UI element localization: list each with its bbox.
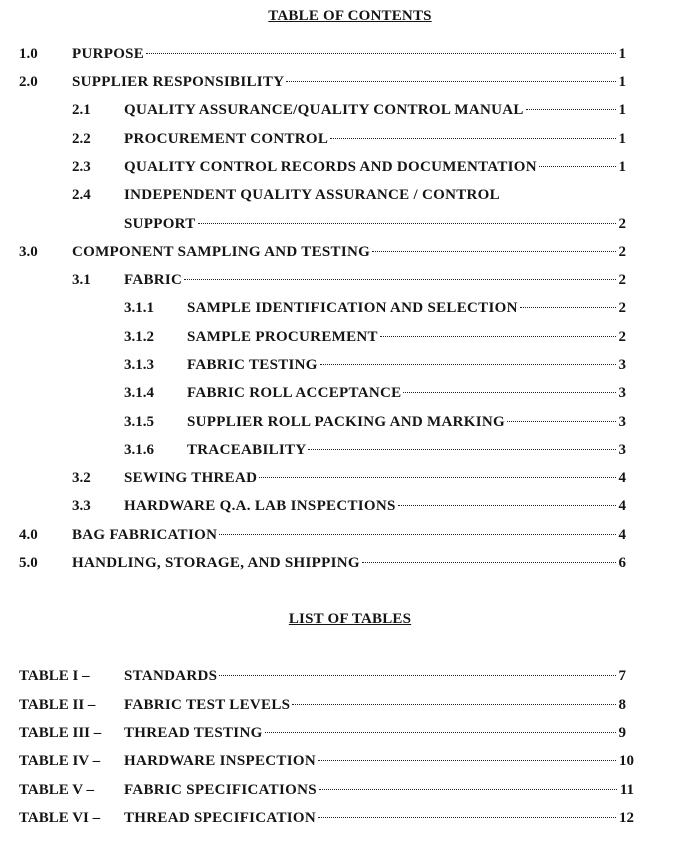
dot-leader (372, 251, 615, 252)
entry-title: FABRIC ROLL ACCEPTANCE (187, 385, 402, 401)
dot-leader (507, 421, 616, 422)
entry-title: SUPPLIER ROLL PACKING AND MARKING (187, 414, 505, 430)
entry-number: 3.1.2 (124, 329, 154, 345)
dot-leader (146, 53, 615, 54)
entry-body (124, 214, 626, 234)
entry-body (124, 723, 626, 743)
page-number: 4 (618, 527, 626, 543)
entry-title: COMPONENT SAMPLING AND TESTING (72, 244, 371, 260)
dot-leader (380, 336, 616, 337)
dot-leader (286, 81, 615, 82)
entry-number: 3.1.5 (124, 414, 154, 430)
entry-body (187, 298, 626, 318)
entry-body (124, 185, 626, 205)
table-label: TABLE II – (19, 697, 96, 713)
dot-leader (259, 477, 615, 478)
table-title: FABRIC TEST LEVELS (124, 697, 291, 713)
entry-number: 3.1.4 (124, 385, 154, 401)
page-number: 1 (618, 102, 626, 118)
page-number: 11 (619, 782, 634, 798)
toc-entry[interactable] (0, 440, 700, 460)
entry-body (124, 468, 626, 488)
entry-body (124, 100, 626, 120)
dot-leader (403, 392, 615, 393)
dot-leader (265, 732, 616, 733)
dot-leader (539, 166, 616, 167)
page-number: 2 (618, 272, 626, 288)
entry-title: SEWING THREAD (124, 470, 258, 486)
dot-leader (198, 223, 616, 224)
page-number: 3 (618, 357, 626, 373)
toc-entry[interactable] (0, 72, 700, 92)
entry-body (124, 751, 634, 771)
page-number: 3 (618, 414, 626, 430)
table-list-entry[interactable] (0, 666, 700, 686)
toc-entry[interactable] (0, 214, 700, 234)
entry-title: INDEPENDENT QUALITY ASSURANCE / CONTROL (124, 187, 500, 203)
page-number: 2 (618, 300, 626, 316)
toc-entry[interactable] (0, 298, 700, 318)
dot-leader (219, 534, 615, 535)
entry-number: 2.0 (19, 74, 38, 90)
page-number: 1 (618, 131, 626, 147)
entry-number: 2.3 (72, 159, 91, 175)
entry-body (187, 440, 626, 460)
toc-entry[interactable] (0, 100, 700, 120)
table-label: TABLE V – (19, 782, 95, 798)
dot-leader (184, 279, 615, 280)
table-title: THREAD TESTING (124, 725, 263, 741)
entry-title: SUPPLIER RESPONSIBILITY (72, 74, 285, 90)
entry-title: FABRIC (124, 272, 183, 288)
page-number: 12 (619, 810, 634, 826)
entry-body (187, 355, 626, 375)
toc-entry[interactable] (0, 383, 700, 403)
page-number: 4 (618, 470, 626, 486)
entry-body (124, 129, 626, 149)
list-of-tables-heading: LIST OF TABLES (288, 611, 412, 627)
dot-leader (398, 505, 616, 506)
entry-body (72, 242, 626, 262)
toc-entry[interactable] (0, 468, 700, 488)
entry-number: 3.0 (19, 244, 38, 260)
entry-title: FABRIC TESTING (187, 357, 318, 373)
entry-title: PURPOSE (72, 46, 145, 62)
entry-body (72, 44, 626, 64)
entry-number: 2.1 (72, 102, 91, 118)
entry-number: 1.0 (19, 46, 38, 62)
entry-title: SUPPORT (124, 216, 196, 232)
table-label: TABLE VI – (19, 810, 101, 826)
toc-entry[interactable] (0, 412, 700, 432)
table-list-entry[interactable] (0, 808, 700, 828)
page-number: 1 (618, 159, 626, 175)
entry-number: 3.3 (72, 498, 91, 514)
dot-leader (362, 562, 616, 563)
table-title: THREAD SPECIFICATION (124, 810, 316, 826)
dot-leader (330, 138, 615, 139)
dot-leader (318, 817, 616, 818)
entry-number: 5.0 (19, 555, 38, 571)
toc-entry[interactable] (0, 496, 700, 516)
page-number: 10 (619, 753, 634, 769)
page-number: 7 (618, 668, 626, 684)
entry-body (187, 327, 626, 347)
table-label: TABLE IV – (19, 753, 101, 769)
table-list-entry[interactable] (0, 751, 700, 771)
dot-leader (320, 364, 616, 365)
page-number: 1 (618, 74, 626, 90)
entry-title: QUALITY ASSURANCE/QUALITY CONTROL MANUAL (124, 102, 524, 118)
page-number: 3 (618, 385, 626, 401)
entry-title: HARDWARE Q.A. LAB INSPECTIONS (124, 498, 396, 514)
toc-entry[interactable] (0, 185, 700, 205)
entry-title: SAMPLE PROCUREMENT (187, 329, 378, 345)
entry-body (187, 412, 626, 432)
entry-number: 3.1.1 (124, 300, 154, 316)
table-label: TABLE I – (19, 668, 90, 684)
table-list-entry[interactable] (0, 723, 700, 743)
toc-entry[interactable] (0, 157, 700, 177)
entry-body (124, 157, 626, 177)
page-number: 4 (618, 498, 626, 514)
table-list-entry[interactable] (0, 695, 700, 715)
table-list-entry[interactable] (0, 780, 700, 800)
entry-body (124, 666, 626, 686)
toc-entry[interactable] (0, 553, 700, 573)
dot-leader (318, 760, 616, 761)
entry-body (124, 496, 626, 516)
entry-title: HANDLING, STORAGE, AND SHIPPING (72, 555, 360, 571)
entry-number: 3.1.3 (124, 357, 154, 373)
page-number: 2 (618, 329, 626, 345)
entry-number: 2.2 (72, 131, 91, 147)
entry-number: 4.0 (19, 527, 38, 543)
page-number: 2 (618, 216, 626, 232)
dot-leader (319, 789, 617, 790)
table-title: STANDARDS (124, 668, 218, 684)
entry-body (72, 525, 626, 545)
entry-title: QUALITY CONTROL RECORDS AND DOCUMENTATION (124, 159, 537, 175)
toc-entry[interactable] (0, 242, 700, 262)
entry-body (124, 270, 626, 290)
table-title: HARDWARE INSPECTION (124, 753, 316, 769)
entry-body (124, 780, 634, 800)
entry-number: 3.1.6 (124, 442, 154, 458)
page-number: 3 (618, 442, 626, 458)
table-label: TABLE III – (19, 725, 102, 741)
toc-entry[interactable] (0, 129, 700, 149)
entry-number: 2.4 (72, 187, 91, 203)
entry-body (124, 808, 634, 828)
dot-leader (526, 109, 616, 110)
dot-leader (308, 449, 615, 450)
toc-entry[interactable] (0, 327, 700, 347)
dot-leader (219, 675, 615, 676)
page-number: 6 (618, 555, 626, 571)
entry-title: BAG FABRICATION (72, 527, 218, 543)
page-number: 1 (618, 46, 626, 62)
dot-leader (292, 704, 615, 705)
entry-number: 3.2 (72, 470, 91, 486)
table-title: FABRIC SPECIFICATIONS (124, 782, 317, 798)
entry-body (72, 72, 626, 92)
toc-heading: TABLE OF CONTENTS (268, 8, 432, 24)
dot-leader (520, 307, 616, 308)
page-number: 2 (618, 244, 626, 260)
entry-title: SAMPLE IDENTIFICATION AND SELECTION (187, 300, 518, 316)
page-number: 8 (618, 697, 626, 713)
entry-title: TRACEABILITY (187, 442, 307, 458)
toc-entry[interactable] (0, 355, 700, 375)
entry-number: 3.1 (72, 272, 91, 288)
toc-entry[interactable] (0, 44, 700, 64)
toc-entry[interactable] (0, 525, 700, 545)
entry-title: PROCUREMENT CONTROL (124, 131, 329, 147)
entry-body (187, 383, 626, 403)
toc-entry[interactable] (0, 270, 700, 290)
entry-body (124, 695, 626, 715)
page-number: 9 (618, 725, 626, 741)
entry-body (72, 553, 626, 573)
